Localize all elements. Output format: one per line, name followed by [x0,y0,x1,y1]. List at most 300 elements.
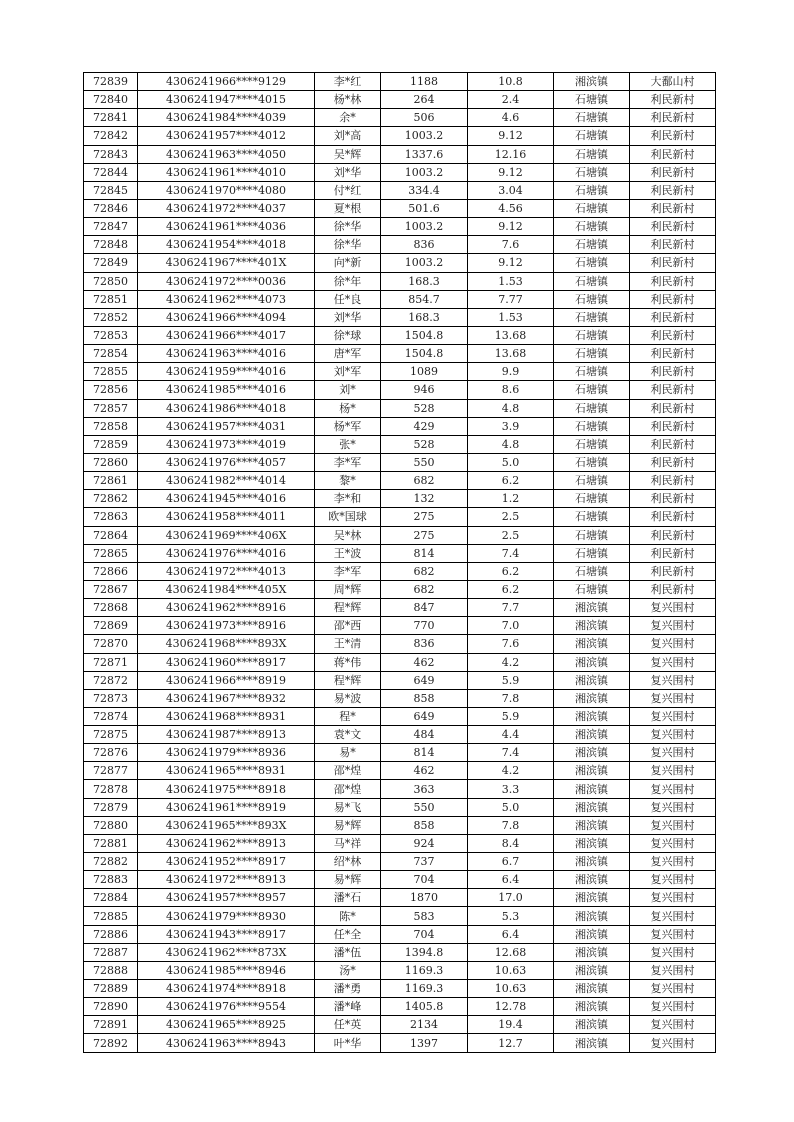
area-cell: 1.53 [468,308,554,326]
amount-cell: 168.3 [381,308,468,326]
serial-number-cell: 72878 [84,780,138,798]
name-cell: 黎* [315,472,381,490]
village-cell: 复兴围村 [630,961,716,979]
area-cell: 5.9 [468,671,554,689]
village-cell: 大鄱山村 [630,73,716,91]
village-cell: 复兴围村 [630,762,716,780]
area-cell: 9.12 [468,163,554,181]
amount-cell: 506 [381,109,468,127]
amount-cell: 462 [381,653,468,671]
area-cell: 3.04 [468,181,554,199]
name-cell: 马*祥 [315,834,381,852]
name-cell: 唐*军 [315,345,381,363]
village-cell: 复兴围村 [630,653,716,671]
table-row [84,381,716,399]
town-cell: 湘滨镇 [554,780,630,798]
id-number-cell: 4306241962****873X [138,943,315,961]
village-cell: 复兴围村 [630,635,716,653]
village-cell: 利民新村 [630,163,716,181]
amount-cell: 1870 [381,889,468,907]
village-cell: 利民新村 [630,435,716,453]
serial-number-cell: 72854 [84,345,138,363]
serial-number-cell: 72888 [84,961,138,979]
amount-cell: 275 [381,508,468,526]
table-row [84,363,716,381]
village-cell: 利民新村 [630,254,716,272]
area-cell: 3.3 [468,780,554,798]
area-cell: 7.6 [468,635,554,653]
name-cell: 蒋*伟 [315,653,381,671]
town-cell: 湘滨镇 [554,73,630,91]
town-cell: 湘滨镇 [554,635,630,653]
village-cell: 复兴围村 [630,853,716,871]
id-number-cell: 4306241968****8931 [138,707,315,725]
amount-cell: 858 [381,689,468,707]
table-row [84,762,716,780]
amount-cell: 704 [381,871,468,889]
amount-cell: 132 [381,490,468,508]
table-row [84,599,716,617]
table-row [84,635,716,653]
id-number-cell: 4306241957****4012 [138,127,315,145]
name-cell: 潘*石 [315,889,381,907]
table-row [84,163,716,181]
area-cell: 12.78 [468,998,554,1016]
serial-number-cell: 72889 [84,980,138,998]
village-cell: 利民新村 [630,326,716,344]
area-cell: 6.7 [468,853,554,871]
amount-cell: 528 [381,435,468,453]
town-cell: 石塘镇 [554,272,630,290]
id-number-cell: 4306241957****8957 [138,889,315,907]
area-cell: 4.8 [468,435,554,453]
amount-cell: 334.4 [381,181,468,199]
amount-cell: 1003.2 [381,218,468,236]
town-cell: 石塘镇 [554,453,630,471]
village-cell: 复兴围村 [630,798,716,816]
serial-number-cell: 72851 [84,290,138,308]
name-cell: 叶*华 [315,1034,381,1052]
village-cell: 复兴围村 [630,707,716,725]
area-cell: 7.4 [468,744,554,762]
town-cell: 湘滨镇 [554,762,630,780]
serial-number-cell: 72861 [84,472,138,490]
village-cell: 利民新村 [630,218,716,236]
town-cell: 石塘镇 [554,254,630,272]
serial-number-cell: 72882 [84,853,138,871]
area-cell: 5.0 [468,798,554,816]
area-cell: 12.16 [468,145,554,163]
town-cell: 湘滨镇 [554,653,630,671]
serial-number-cell: 72886 [84,925,138,943]
area-cell: 2.4 [468,91,554,109]
area-cell: 6.2 [468,562,554,580]
serial-number-cell: 72863 [84,508,138,526]
serial-number-cell: 72841 [84,109,138,127]
amount-cell: 814 [381,744,468,762]
serial-number-cell: 72839 [84,73,138,91]
id-number-cell: 4306241985****8946 [138,961,315,979]
amount-cell: 550 [381,798,468,816]
amount-cell: 814 [381,544,468,562]
table-row [84,889,716,907]
serial-number-cell: 72885 [84,907,138,925]
amount-cell: 264 [381,91,468,109]
area-cell: 10.63 [468,980,554,998]
id-number-cell: 4306241987****8913 [138,726,315,744]
serial-number-cell: 72871 [84,653,138,671]
town-cell: 湘滨镇 [554,943,630,961]
table-row [84,1034,716,1052]
table-row [84,925,716,943]
area-cell: 9.9 [468,363,554,381]
amount-cell: 1397 [381,1034,468,1052]
amount-cell: 924 [381,834,468,852]
village-cell: 复兴围村 [630,1034,716,1052]
id-number-cell: 4306241976****9554 [138,998,315,1016]
town-cell: 湘滨镇 [554,871,630,889]
town-cell: 石塘镇 [554,381,630,399]
table-body [84,73,716,1053]
amount-cell: 649 [381,671,468,689]
village-cell: 复兴围村 [630,816,716,834]
area-cell: 13.68 [468,326,554,344]
table-row [84,181,716,199]
area-cell: 7.77 [468,290,554,308]
id-number-cell: 4306241973****8916 [138,617,315,635]
serial-number-cell: 72870 [84,635,138,653]
village-cell: 复兴围村 [630,980,716,998]
village-cell: 利民新村 [630,345,716,363]
id-number-cell: 4306241967****401X [138,254,315,272]
table-row [84,472,716,490]
village-cell: 利民新村 [630,109,716,127]
village-cell: 利民新村 [630,272,716,290]
name-cell: 易*辉 [315,871,381,889]
id-number-cell: 4306241958****4011 [138,508,315,526]
town-cell: 石塘镇 [554,417,630,435]
table-row [84,798,716,816]
id-number-cell: 4306241984****405X [138,580,315,598]
serial-number-cell: 72883 [84,871,138,889]
id-number-cell: 4306241965****893X [138,816,315,834]
serial-number-cell: 72874 [84,707,138,725]
name-cell: 王*波 [315,544,381,562]
amount-cell: 836 [381,236,468,254]
serial-number-cell: 72865 [84,544,138,562]
town-cell: 石塘镇 [554,508,630,526]
serial-number-cell: 72879 [84,798,138,816]
town-cell: 湘滨镇 [554,961,630,979]
area-cell: 5.0 [468,453,554,471]
area-cell: 13.68 [468,345,554,363]
village-cell: 利民新村 [630,417,716,435]
serial-number-cell: 72860 [84,453,138,471]
id-number-cell: 4306241986****4018 [138,399,315,417]
amount-cell: 528 [381,399,468,417]
id-number-cell: 4306241952****8917 [138,853,315,871]
serial-number-cell: 72849 [84,254,138,272]
table-row [84,73,716,91]
amount-cell: 858 [381,816,468,834]
id-number-cell: 4306241967****8932 [138,689,315,707]
table-row [84,961,716,979]
amount-cell: 275 [381,526,468,544]
amount-cell: 1169.3 [381,961,468,979]
village-cell: 利民新村 [630,381,716,399]
area-cell: 6.2 [468,472,554,490]
serial-number-cell: 72840 [84,91,138,109]
table-row [84,254,716,272]
town-cell: 石塘镇 [554,109,630,127]
serial-number-cell: 72843 [84,145,138,163]
table-row [84,326,716,344]
table-row [84,689,716,707]
village-cell: 复兴围村 [630,780,716,798]
village-cell: 利民新村 [630,199,716,217]
town-cell: 石塘镇 [554,472,630,490]
village-cell: 复兴围村 [630,599,716,617]
table-row [84,435,716,453]
table-row [84,707,716,725]
name-cell: 刘*高 [315,127,381,145]
town-cell: 湘滨镇 [554,998,630,1016]
area-cell: 6.4 [468,925,554,943]
id-number-cell: 4306241945****4016 [138,490,315,508]
table-row [84,907,716,925]
id-number-cell: 4306241965****8931 [138,762,315,780]
table-row [84,780,716,798]
town-cell: 湘滨镇 [554,744,630,762]
table-row [84,526,716,544]
area-cell: 10.63 [468,961,554,979]
town-cell: 石塘镇 [554,345,630,363]
table-row [84,998,716,1016]
amount-cell: 501.6 [381,199,468,217]
id-number-cell: 4306241961****8919 [138,798,315,816]
amount-cell: 770 [381,617,468,635]
amount-cell: 462 [381,762,468,780]
serial-number-cell: 72842 [84,127,138,145]
town-cell: 石塘镇 [554,435,630,453]
town-cell: 湘滨镇 [554,689,630,707]
village-cell: 复兴围村 [630,617,716,635]
village-cell: 复兴围村 [630,726,716,744]
table-row [84,417,716,435]
table-row [84,508,716,526]
village-cell: 利民新村 [630,290,716,308]
village-cell: 利民新村 [630,363,716,381]
village-cell: 利民新村 [630,399,716,417]
village-cell: 利民新村 [630,91,716,109]
name-cell: 邵*煌 [315,780,381,798]
serial-number-cell: 72846 [84,199,138,217]
id-number-cell: 4306241947****4015 [138,91,315,109]
serial-number-cell: 72847 [84,218,138,236]
name-cell: 潘*峰 [315,998,381,1016]
village-cell: 利民新村 [630,544,716,562]
name-cell: 邵*煌 [315,762,381,780]
amount-cell: 1394.8 [381,943,468,961]
village-cell: 利民新村 [630,508,716,526]
serial-number-cell: 72852 [84,308,138,326]
town-cell: 湘滨镇 [554,816,630,834]
serial-number-cell: 72877 [84,762,138,780]
id-number-cell: 4306241972****0036 [138,272,315,290]
amount-cell: 649 [381,707,468,725]
name-cell: 潘*伍 [315,943,381,961]
town-cell: 湘滨镇 [554,617,630,635]
amount-cell: 682 [381,562,468,580]
name-cell: 刘*华 [315,163,381,181]
town-cell: 石塘镇 [554,181,630,199]
table-row [84,562,716,580]
id-number-cell: 4306241966****4017 [138,326,315,344]
serial-number-cell: 72891 [84,1016,138,1034]
table-row [84,127,716,145]
amount-cell: 2134 [381,1016,468,1034]
area-cell: 9.12 [468,127,554,145]
amount-cell: 1337.6 [381,145,468,163]
amount-cell: 550 [381,453,468,471]
amount-cell: 854.7 [381,290,468,308]
name-cell: 余* [315,109,381,127]
area-cell: 1.53 [468,272,554,290]
name-cell: 杨*军 [315,417,381,435]
village-cell: 利民新村 [630,127,716,145]
area-cell: 5.9 [468,707,554,725]
id-number-cell: 4306241972****8913 [138,871,315,889]
id-number-cell: 4306241960****8917 [138,653,315,671]
town-cell: 石塘镇 [554,290,630,308]
amount-cell: 1003.2 [381,254,468,272]
table-row [84,109,716,127]
id-number-cell: 4306241966****8919 [138,671,315,689]
town-cell: 石塘镇 [554,326,630,344]
village-cell: 复兴围村 [630,907,716,925]
village-cell: 复兴围村 [630,744,716,762]
table-row [84,816,716,834]
name-cell: 李*军 [315,453,381,471]
serial-number-cell: 72892 [84,1034,138,1052]
name-cell: 易* [315,744,381,762]
name-cell: 杨* [315,399,381,417]
name-cell: 刘*华 [315,308,381,326]
amount-cell: 1405.8 [381,998,468,1016]
serial-number-cell: 72887 [84,943,138,961]
town-cell: 湘滨镇 [554,925,630,943]
town-cell: 湘滨镇 [554,707,630,725]
town-cell: 石塘镇 [554,562,630,580]
id-number-cell: 4306241979****8936 [138,744,315,762]
id-number-cell: 4306241972****4037 [138,199,315,217]
id-number-cell: 4306241966****4094 [138,308,315,326]
area-cell: 5.3 [468,907,554,925]
name-cell: 吴*林 [315,526,381,544]
table-row [84,345,716,363]
id-number-cell: 4306241963****4050 [138,145,315,163]
town-cell: 石塘镇 [554,91,630,109]
id-number-cell: 4306241959****4016 [138,363,315,381]
table-row [84,290,716,308]
table-row [84,980,716,998]
serial-number-cell: 72872 [84,671,138,689]
village-cell: 利民新村 [630,236,716,254]
area-cell: 2.5 [468,526,554,544]
id-number-cell: 4306241962****8916 [138,599,315,617]
name-cell: 杨*林 [315,91,381,109]
amount-cell: 737 [381,853,468,871]
name-cell: 任*英 [315,1016,381,1034]
id-number-cell: 4306241985****4016 [138,381,315,399]
name-cell: 欧*国球 [315,508,381,526]
amount-cell: 682 [381,580,468,598]
amount-cell: 429 [381,417,468,435]
amount-cell: 946 [381,381,468,399]
town-cell: 湘滨镇 [554,1034,630,1052]
village-cell: 复兴围村 [630,889,716,907]
name-cell: 程*辉 [315,671,381,689]
village-cell: 利民新村 [630,181,716,199]
town-cell: 湘滨镇 [554,907,630,925]
table-row [84,943,716,961]
serial-number-cell: 72844 [84,163,138,181]
table-row [84,91,716,109]
village-cell: 利民新村 [630,580,716,598]
serial-number-cell: 72848 [84,236,138,254]
table-row [84,671,716,689]
amount-cell: 583 [381,907,468,925]
name-cell: 任*良 [315,290,381,308]
town-cell: 湘滨镇 [554,1016,630,1034]
town-cell: 石塘镇 [554,163,630,181]
serial-number-cell: 72853 [84,326,138,344]
id-number-cell: 4306241969****406X [138,526,315,544]
town-cell: 石塘镇 [554,363,630,381]
area-cell: 17.0 [468,889,554,907]
id-number-cell: 4306241962****8913 [138,834,315,852]
town-cell: 湘滨镇 [554,980,630,998]
name-cell: 易*飞 [315,798,381,816]
amount-cell: 1188 [381,73,468,91]
table-row [84,834,716,852]
table-row [84,236,716,254]
area-cell: 9.12 [468,218,554,236]
serial-number-cell: 72850 [84,272,138,290]
area-cell: 4.4 [468,726,554,744]
name-cell: 潘*勇 [315,980,381,998]
village-cell: 复兴围村 [630,671,716,689]
name-cell: 陈* [315,907,381,925]
town-cell: 湘滨镇 [554,599,630,617]
village-cell: 复兴围村 [630,943,716,961]
serial-number-cell: 72864 [84,526,138,544]
name-cell: 徐*华 [315,218,381,236]
village-cell: 复兴围村 [630,689,716,707]
amount-cell: 1089 [381,363,468,381]
amount-cell: 1169.3 [381,980,468,998]
area-cell: 19.4 [468,1016,554,1034]
town-cell: 石塘镇 [554,308,630,326]
amount-cell: 168.3 [381,272,468,290]
name-cell: 夏*根 [315,199,381,217]
serial-number-cell: 72856 [84,381,138,399]
area-cell: 4.56 [468,199,554,217]
name-cell: 李*和 [315,490,381,508]
area-cell: 2.5 [468,508,554,526]
area-cell: 6.4 [468,871,554,889]
amount-cell: 1003.2 [381,127,468,145]
